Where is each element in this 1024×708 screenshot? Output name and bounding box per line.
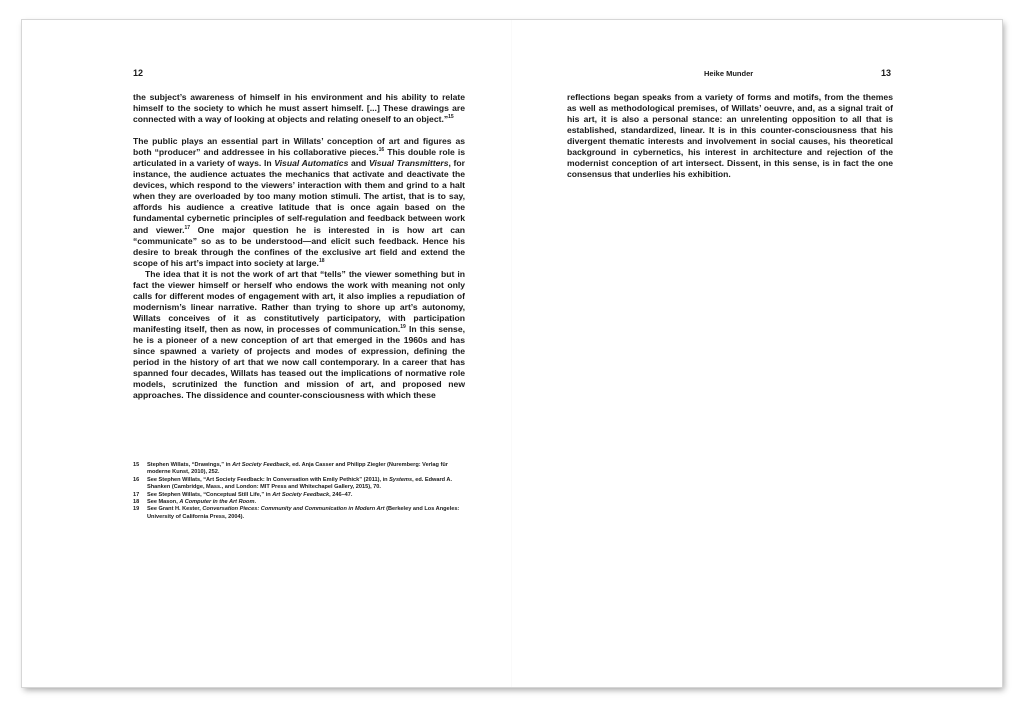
- body-paragraph: [133, 92, 465, 125]
- text-run: This double role is articulated in a variety of ways. In: [133, 147, 466, 169]
- text-run: See Stephen Willats, “Conceptual Still Life,” in: [147, 491, 273, 498]
- footnote: [133, 506, 465, 521]
- footnote-number: 17: [133, 491, 140, 498]
- text-run: , ed. Edward A. Shanken (Cambridge, Mass., and London: MIT Press and Whitechapel Gallery, 2015), 70.: [147, 476, 453, 491]
- italic-title: Systems: [389, 476, 413, 483]
- right-page-number: 13: [881, 68, 892, 78]
- text-run: See Mason,: [147, 499, 180, 506]
- book-gutter: [511, 20, 512, 687]
- text-run: , for instance, the audience actuates the mechanics that activate and deactivate the devices, which respond to the viewers’ interaction with them and grind to a halt when they are overloaded by too many motion stimuli. The artist, that is to say, affords his audience a creative latitude that is once again based on the fundamental cybernetic principles of self-regulation and feedback between work and viewer.: [133, 158, 465, 235]
- text-run: (Berkeley and Los Angeles: University of California Press, 2004).: [147, 506, 460, 520]
- text-run: See Grant H. Kester,: [147, 506, 203, 513]
- text-run: reflections began speaks from a variety of forms and motifs, from the themes as well as methodological premises, of Willats’ oeuvre, and, as a signal trait of his art, it is also a personal stance: an unrelenting opposition to all that is established, standardized, linear. It is in this counter-consciousness that his divergent thematic interests and involvement in social causes, his theoretical background in cybernetics, his interest in architecture and rejection of the modernist conception of art intersect. Dissent, in this sense, is in fact the one consensus that underlies his exhibition.: [567, 92, 893, 180]
- italic-title: A Computer in the Art Room: [179, 499, 255, 506]
- left-page-number: 12: [133, 68, 144, 78]
- footnote-ref: 19: [400, 324, 406, 331]
- body-paragraph: [133, 269, 465, 402]
- running-head: Heike Munder: [704, 69, 754, 78]
- text-run: See Stephen Willats, “Art Society Feedback: In Conversation with Emily Pethick” (2011), in: [147, 476, 390, 483]
- text-run: In this sense, he is a pioneer of a new conception of art that emerged in the 1960s and has since spawned a variety of projects and modes of expression, defining the period in the history of art that we now call contemporary. In a career that has spanned four decades, Willats has teased out the implications of normative role models, scrutinized the function and mission of art, and proposed new approaches. The dissidence and counter-consciousness with which these: [133, 323, 465, 401]
- footnote-text: [147, 492, 465, 499]
- footnote-number: 18: [133, 499, 140, 506]
- text-run: One major question he is interested in is how art can “communicate” so as to be understood—and elicit such feedback. Hence his desire to break through the confines of the exclusive art field and extend the scope of his art’s impact into society at large.: [133, 224, 466, 268]
- footnote-text: [147, 506, 465, 521]
- footnote: [133, 477, 465, 492]
- footnote: [133, 492, 465, 499]
- footnote-ref: 16: [378, 147, 385, 154]
- footnote-number: 16: [133, 476, 140, 483]
- right-page-body: [567, 92, 893, 180]
- body-paragraph: [567, 92, 893, 180]
- italic-title: Art Society Feedback: [272, 491, 330, 498]
- footnote-text: [147, 499, 465, 506]
- text-run: .: [254, 499, 257, 506]
- footnote-text: [147, 477, 465, 492]
- italic-title: Conversation Pieces: Community and Communication in Modern Art: [202, 506, 385, 513]
- body-paragraph: [133, 136, 465, 269]
- text-run: The public plays an essential part in Willats’ conception of art and figures as both “producer” and addressee in his collaborative pieces.: [133, 136, 465, 158]
- text-run: The idea that it is not the work of art that “tells” the viewer something but in fact the viewer himself or herself who endows the work with meaning not only calls for different modes of engagement with art, it also implies a repudiation of modernism’s linear narrative. Rather than trying to shore up art’s autonomy, Willats conceives of it as constitutively participatory, with participation manifesting itself, then as now, in processes of communication.: [133, 268, 465, 334]
- footnote-ref: 15: [448, 114, 454, 121]
- italic-title: Visual Automatics: [274, 158, 349, 169]
- footnote-number: 19: [133, 506, 140, 513]
- footnote-ref: 17: [184, 224, 191, 231]
- footnote: [133, 462, 465, 477]
- text-run: , ed. Anja Casser and Philipp Ziegler (Nuremberg: Verlag für moderne Kunst, 2010), 252.: [147, 462, 448, 476]
- text-run: Stephen Willats, “Drawings,” in: [147, 462, 233, 468]
- text-run: , 246–47.: [329, 491, 353, 498]
- footnote-number: 15: [133, 462, 140, 468]
- book-spread: [22, 20, 1002, 687]
- italic-title: Art Society Feedback: [232, 462, 290, 468]
- text-run: the subject’s awareness of himself in his environment and his ability to relate himself to the society to which he must assert himself. [...] These drawings are connected with a way of looking at objects and relating oneself to an object.”: [133, 92, 465, 125]
- footnote-text: [147, 462, 465, 477]
- left-page-body: [133, 92, 465, 401]
- text-run: and: [348, 158, 369, 169]
- italic-title: Visual Transmitters: [368, 158, 449, 169]
- footnote: [133, 499, 465, 506]
- left-page-footnotes: [133, 462, 465, 521]
- footnote-ref: 18: [318, 257, 325, 264]
